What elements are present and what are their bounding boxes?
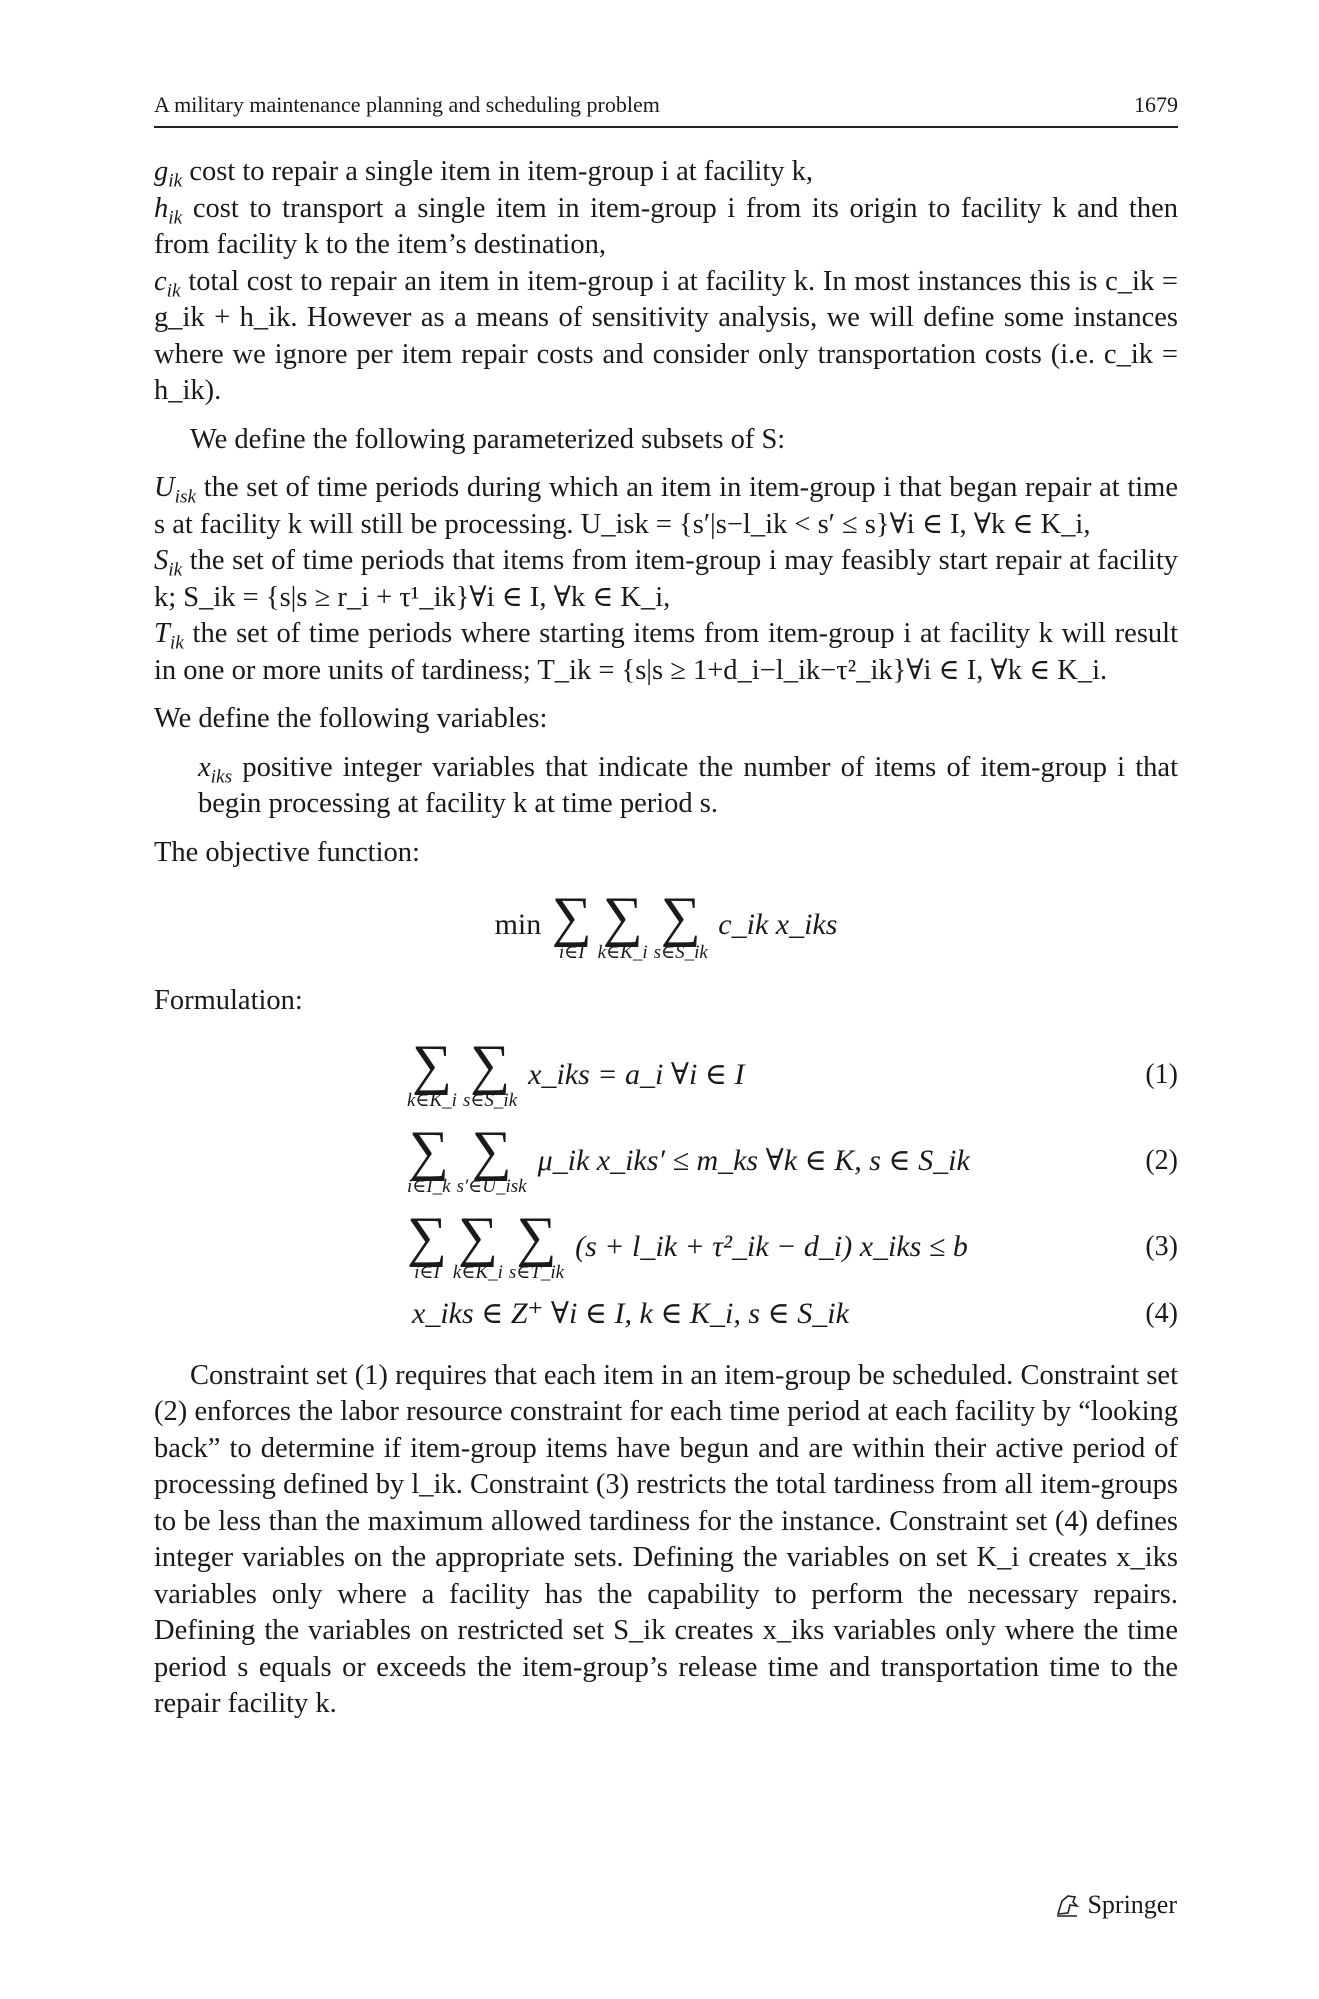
variables-intro: We define the following variables: [154, 703, 548, 734]
equation-body: (s + l_ik + τ²_ik − d_i) x_iks ≤ b [575, 1229, 968, 1263]
subset-definition-2 [154, 543, 1178, 616]
summation: ∑ i∈I_k [407, 1119, 451, 1197]
cost-definitions [154, 154, 1178, 410]
equation-number: (4) [1145, 1297, 1178, 1329]
summation-limit: k∈K_i [452, 1261, 503, 1283]
variable-definition-1 [198, 750, 1178, 823]
summation: ∑ i∈I [551, 886, 592, 963]
definition-text: the set of time periods where starting items from item-group i at facility k will result in one or more units of tardiness; T_ik = {s|s ≥ 1+d_i−l_ik−τ²_ik}∀i ∈ I, ∀k ∈ K_i. [154, 618, 1178, 686]
formulation-label: Formulation: [154, 985, 303, 1016]
equation-body: x_iks ∈ Z⁺ ∀i ∈ I, k ∈ K_i, s ∈ S_ik [412, 1297, 849, 1330]
page-number: 1679 [1134, 92, 1178, 117]
running-header [154, 92, 1178, 128]
summation-limit: k∈K_i [407, 1089, 457, 1111]
definition-symbol: $S_{ik}$ [154, 545, 183, 581]
springer-horse-icon [1053, 1891, 1081, 1919]
summation-limit: i∈I [414, 1261, 440, 1283]
equation-3 [404, 1204, 1178, 1290]
summation: ∑ k∈K_i [597, 886, 648, 963]
definition-symbol: $c_{ik}$ [154, 265, 181, 302]
definition-symbol: $U_{isk}$ [154, 472, 197, 508]
definition-text: positive integer variables that indicate the number of items of item-group i that begin processing at facility k at time period s. [198, 751, 1178, 819]
equation-1 [404, 1032, 1178, 1118]
definition-symbol: $g_{ik}$ [154, 156, 183, 192]
summation-limit: i∈I_k [407, 1175, 451, 1197]
equation-number: (3) [1145, 1230, 1178, 1262]
equation-4 [404, 1290, 1178, 1338]
summation: ∑ i∈I [407, 1205, 447, 1283]
objective-label: The objective function: [154, 836, 420, 868]
summation-limit: k∈K_i [597, 942, 648, 963]
summation: ∑ k∈K_i [407, 1033, 457, 1111]
summation: ∑ k∈K_i [452, 1205, 503, 1283]
equation-number: (2) [1145, 1144, 1178, 1176]
equation-body: x_iks = a_i ∀i ∈ I [528, 1058, 745, 1091]
objective-sums [549, 886, 711, 963]
subsets-intro: We define the following parameterized subsets of S: [190, 423, 786, 455]
publisher-name: Springer [1087, 1890, 1177, 1919]
summation-limit: i∈I [558, 942, 585, 963]
equation-2 [404, 1118, 1178, 1204]
objective-prefix: min [494, 907, 542, 941]
definition-text: total cost to repair an item in item-group i at facility k. In most instances this is c_ik = g_ik + h_ik. However as a means of sensitivity analysis, we will define some instances where we ignore per item repair costs and consider only transportation costs (i.e. c_ik = h_ik). [154, 265, 1178, 406]
variable-definitions [198, 750, 1178, 823]
equation-number: (1) [1145, 1058, 1178, 1090]
objective-term: c_ik x_iks [718, 907, 838, 941]
subset-definition-1 [154, 470, 1178, 543]
summation: ∑ s∈S_ik [462, 1033, 518, 1111]
definition-text: cost to transport a single item in item-group i from its origin to facility k and then from facility k to the item’s destination, [154, 192, 1178, 260]
cost-definition-3 [154, 264, 1178, 410]
summation-limit: s∈S_ik [653, 942, 708, 963]
summation-limit: s′∈U_isk [456, 1175, 527, 1197]
page [154, 92, 1178, 1723]
objective-function [154, 886, 1178, 963]
subset-definition-3 [154, 616, 1178, 689]
definition-symbol: $h_{ik}$ [154, 192, 183, 229]
summation: ∑ s′∈U_isk [456, 1119, 527, 1197]
definition-symbol: $x_{iks}$ [198, 751, 233, 788]
running-title: A military maintenance planning and scheduling problem [154, 92, 660, 117]
summation-limit: s∈T_ik [508, 1261, 565, 1283]
definition-text: the set of time periods during which an item in item-group i that began repair at time s at facility k will still be processing. U_isk = {s′|s−l_ik < s′ ≤ s}∀i ∈ I, ∀k ∈ K_i, [154, 472, 1178, 540]
definition-text: cost to repair a single item in item-group i at facility k, [182, 156, 814, 187]
subset-definitions [154, 470, 1178, 689]
summation: ∑ s∈S_ik [653, 886, 708, 963]
closing-paragraph: Constraint set (1) requires that each item in an item-group be scheduled. Constraint set (2) enforces the labor resource constraint for each time period at each facility by “looking back” to determine if item-group items have begun and are within their active period of processing defined by l_ik. Constraint (3) restricts the total tardiness from all item-groups to be less than the maximum allowed tardiness for the instance. Constraint set (4) defines integer variables on the appropriate sets. Defining the variables on set K_i creates x_iks variables only where a facility has the capability to perform the necessary repairs. Defining the variables on restricted set S_ik creates x_iks variables only where the time period s equals or exceeds the item-group’s release time and transportation time to the repair facility k. [154, 1359, 1178, 1719]
equation-list [154, 1032, 1178, 1338]
cost-definition-1 [154, 154, 1178, 191]
definition-symbol: $T_{ik}$ [154, 618, 184, 654]
publisher-footer [1053, 1890, 1177, 1920]
definition-text: the set of time periods that items from item-group i may feasibly start repair at facility k; S_ik = {s|s ≥ r_i + τ¹_ik}∀i ∈ I, ∀k ∈ K_i, [154, 545, 1178, 613]
cost-definition-2 [154, 191, 1178, 264]
equation-body: μ_ik x_iks′ ≤ m_ks ∀k ∈ K, s ∈ S_ik [537, 1144, 970, 1177]
summation-limit: s∈S_ik [462, 1089, 518, 1111]
summation: ∑ s∈T_ik [508, 1205, 565, 1283]
